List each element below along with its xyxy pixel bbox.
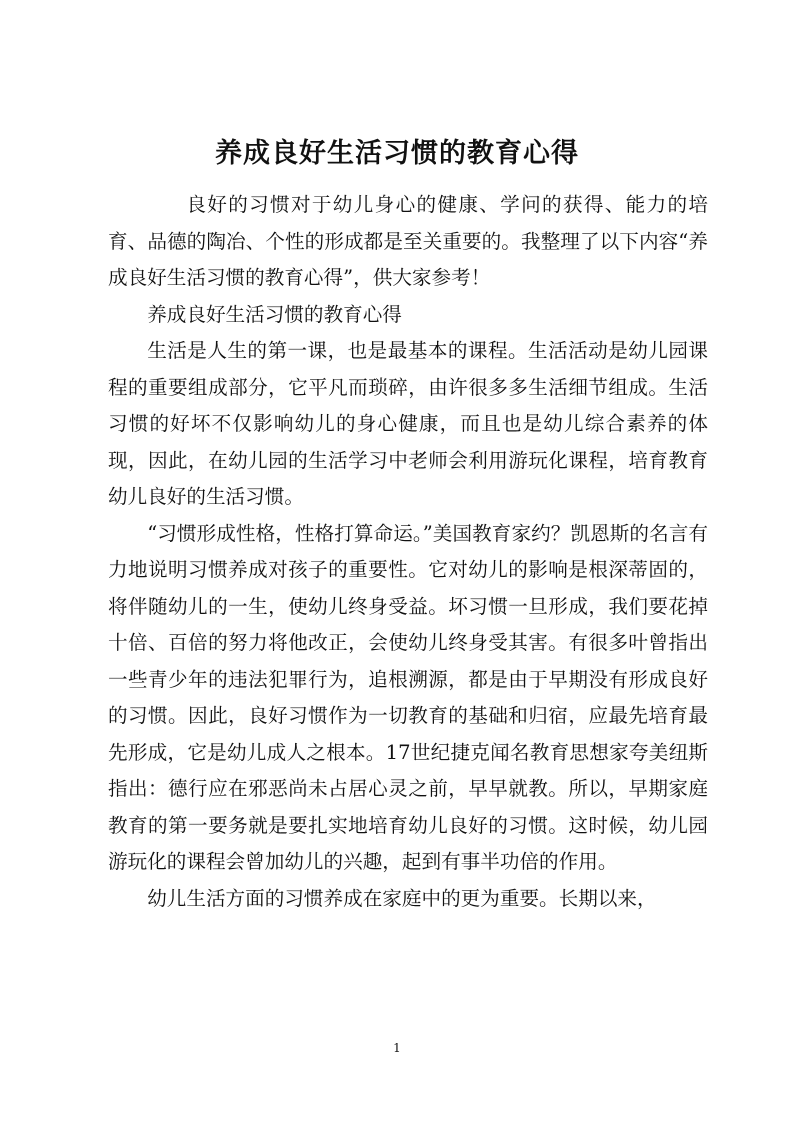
document-title: 养成良好生活习惯的教育心得: [215, 138, 579, 169]
page-number: 1: [393, 1041, 401, 1055]
subtitle-paragraph: 养成良好生活习惯的教育心得: [147, 302, 402, 326]
body-paragraph: 生活是人生的第一课，也是最基本的课程。生活活动是幼儿园课程的重要组成部分，它平凡而琐碎，由许很多多生活细节组成。生活习惯的好坏不仅影响幼儿的身心健康，而且也是幼儿综合素养的体现，因此，在幼儿园的生活学习中老师会利用游玩化课程，培育教育幼儿良好的生活习惯。: [108, 339, 708, 508]
body-paragraph: “习惯形成性格，性格打算命运。”美国教育家约？凯恩斯的名言有力地说明习惯养成对孩子的重要性。它对幼儿的影响是根深蒂固的，将伴随幼儿的一生，使幼儿终身受益。坏习惯一旦形成，我们要花掉十倍、百倍的努力将他改正，会使幼儿终身受其害。有很多叶曾指出一些青少年的违法犯罪行为，追根溯源，都是由于早期没有形成良好的习惯。因此，良好习惯作为一切教育的基础和归宿，应最先培育最先形成，它是幼儿成人之根本。17世纪捷克闻名教育思想家夸美纽斯指出：德行应在邪恶尚未占居心灵之前，早早就教。所以，早期家庭教育的第一要务就是要扎实地培育幼儿良好的习惯。这时候，幼儿园游玩化的课程会曾加幼儿的兴趣，起到有事半功倍的作用。: [108, 521, 708, 873]
document-body: [108, 187, 708, 917]
body-paragraph: 幼儿生活方面的习惯养成在家庭中的更为重要。长期以来，: [147, 886, 657, 910]
intro-paragraph: 良好的习惯对于幼儿身心的健康、学问的获得、能力的培育、品德的陶冶、个性的形成都是至关重要的。我整理了以下内容“养成良好生活习惯的教育心得”，供大家参考！: [108, 193, 708, 289]
